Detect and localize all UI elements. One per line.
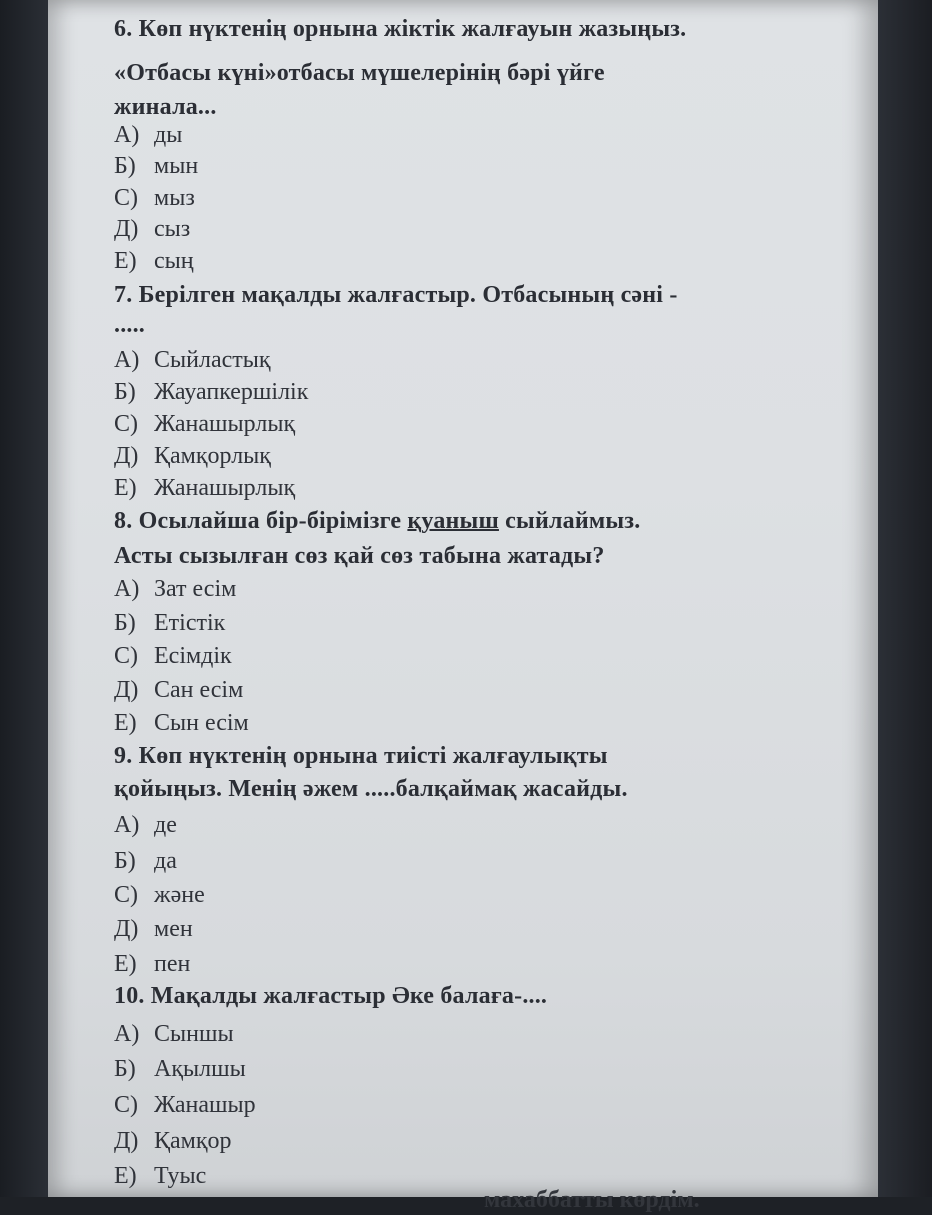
q6-option-e bbox=[114, 246, 194, 276]
option-letter: Д) bbox=[114, 216, 139, 242]
question-10-line-1: 10. Мақалды жалғастыр Әке балаға-.... bbox=[114, 983, 548, 1009]
q7-option-d bbox=[114, 441, 271, 471]
test-paper-sheet bbox=[48, 0, 878, 1213]
option-letter: А) bbox=[114, 1021, 140, 1047]
q10-option-d bbox=[114, 1126, 232, 1156]
option-text: сыз bbox=[154, 216, 191, 242]
q7-option-b bbox=[114, 377, 308, 407]
option-letter: Б) bbox=[114, 379, 136, 405]
q9-option-d bbox=[114, 914, 193, 944]
option-letter: Е) bbox=[114, 475, 137, 501]
q10-option-e bbox=[114, 1161, 206, 1191]
option-letter: С) bbox=[114, 185, 138, 211]
option-text: пен bbox=[154, 951, 191, 977]
option-text: Туыс bbox=[154, 1163, 207, 1189]
option-text: Зат есім bbox=[154, 576, 237, 602]
option-letter: А) bbox=[114, 347, 140, 373]
q7-option-c bbox=[114, 409, 295, 439]
question-8-line-2: Асты сызылған сөз қай сөз табына жатады? bbox=[114, 543, 605, 569]
option-text: Сыйластық bbox=[154, 347, 271, 373]
option-text: Жанашырлық bbox=[154, 411, 296, 437]
option-text: де bbox=[154, 812, 177, 838]
q9-option-b bbox=[114, 846, 177, 876]
q8-option-b bbox=[114, 608, 225, 638]
option-letter: С) bbox=[114, 411, 138, 437]
q9-option-e bbox=[114, 949, 190, 979]
option-letter: Е) bbox=[114, 710, 137, 736]
option-letter: Б) bbox=[114, 153, 136, 179]
q9-option-a bbox=[114, 810, 177, 840]
option-letter: Д) bbox=[114, 443, 139, 469]
option-text: Жанашырлық bbox=[154, 475, 296, 501]
option-text: Жанашыр bbox=[154, 1092, 256, 1118]
q6-option-a bbox=[114, 120, 182, 150]
q6-option-d bbox=[114, 214, 190, 244]
option-letter: Д) bbox=[114, 677, 139, 703]
option-text: Сан есім bbox=[154, 677, 244, 703]
q10-option-c bbox=[114, 1090, 256, 1120]
q7-option-a bbox=[114, 345, 271, 375]
q6-option-c bbox=[114, 183, 195, 213]
option-letter: А) bbox=[114, 122, 140, 148]
q10-option-b bbox=[114, 1054, 246, 1084]
option-text: ды bbox=[154, 122, 183, 148]
option-text: Етістік bbox=[154, 610, 226, 636]
question-6-line-1: 6. Көп нүктенің орнына жіктік жалғауын жазыңыз. bbox=[114, 16, 687, 42]
q10-option-a bbox=[114, 1019, 234, 1049]
option-text: Сын есім bbox=[154, 710, 249, 736]
question-8-text-post: сыйлаймыз. bbox=[498, 508, 641, 534]
question-6-line-2: «Отбасы күні»отбасы мүшелерінің бәрі үйге bbox=[114, 60, 605, 86]
question-8-line-1 bbox=[114, 506, 640, 536]
underlined-word: қуаныш bbox=[407, 508, 499, 534]
option-letter: Е) bbox=[114, 1163, 137, 1189]
option-letter: А) bbox=[114, 576, 140, 602]
q7-option-e bbox=[114, 473, 295, 503]
option-letter: С) bbox=[114, 882, 138, 908]
option-text: мыз bbox=[154, 185, 195, 211]
option-text: Сыншы bbox=[154, 1021, 234, 1047]
option-letter: С) bbox=[114, 1092, 138, 1118]
option-text: мын bbox=[154, 153, 199, 179]
option-text: Ақылшы bbox=[154, 1056, 246, 1082]
q8-option-e bbox=[114, 708, 249, 738]
option-letter: Б) bbox=[114, 1056, 136, 1082]
option-text: және bbox=[154, 882, 205, 908]
cut-off-next-question: махаббатты көрдім. bbox=[484, 1187, 700, 1213]
option-text: Есімдік bbox=[154, 643, 232, 669]
q9-option-c bbox=[114, 880, 205, 910]
option-text: да bbox=[154, 848, 177, 874]
option-text: Қамқорлық bbox=[154, 443, 271, 469]
option-text: Жауапкершілік bbox=[154, 379, 309, 405]
question-7-line-2: ..... bbox=[114, 312, 145, 338]
option-letter: Д) bbox=[114, 1128, 139, 1154]
option-letter: Е) bbox=[114, 248, 137, 274]
question-8-text-pre: 8. Осылайша бір-бірімізге bbox=[114, 508, 408, 534]
question-7-line-1: 7. Берілген мақалды жалғастыр. Отбасының сәні - bbox=[114, 282, 678, 308]
option-text: Қамқор bbox=[154, 1128, 232, 1154]
question-9-line-2: қойыңыз. Менің әжем .....балқаймақ жасайды. bbox=[114, 776, 628, 802]
option-text: сың bbox=[154, 248, 194, 274]
option-letter: С) bbox=[114, 643, 138, 669]
q8-option-c bbox=[114, 641, 232, 671]
option-letter: Е) bbox=[114, 951, 137, 977]
option-letter: Б) bbox=[114, 610, 136, 636]
question-9-line-1: 9. Көп нүктенің орнына тиісті жалғаулықты bbox=[114, 743, 608, 769]
q8-option-a bbox=[114, 574, 236, 604]
option-letter: Б) bbox=[114, 848, 136, 874]
q8-option-d bbox=[114, 675, 243, 705]
option-text: мен bbox=[154, 916, 193, 942]
option-letter: Д) bbox=[114, 916, 139, 942]
option-letter: А) bbox=[114, 812, 140, 838]
question-6-line-3: жинала... bbox=[114, 94, 217, 120]
q6-option-b bbox=[114, 151, 198, 181]
